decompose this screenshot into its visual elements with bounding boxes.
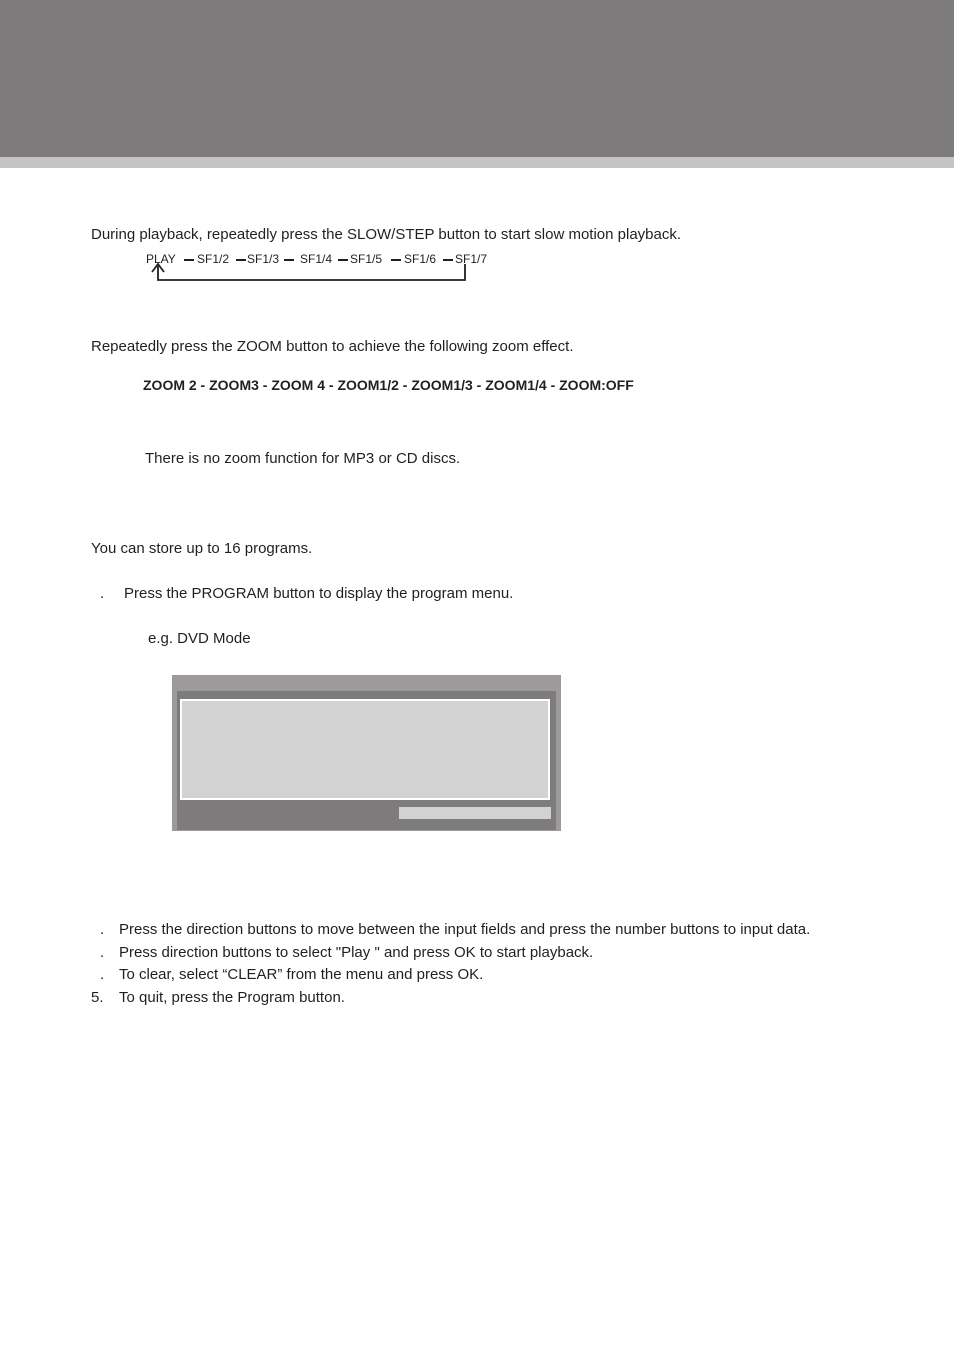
step-text: Press the direction buttons to move between the input fields and press the number buttons to input data. — [119, 921, 811, 938]
sequence-sf1-5: SF1/5 — [350, 252, 383, 266]
zoom-intro: Repeatedly press the ZOOM button to achieve the following zoom effect. — [91, 338, 574, 355]
step-marker: . — [100, 966, 105, 983]
zoom-sequence: ZOOM 2 - ZOOM3 - ZOOM 4 - ZOOM1/2 - ZOOM1/3 - ZOOM1/4 - ZOOM:OFF — [143, 377, 634, 393]
osd-field — [399, 807, 551, 819]
header-band — [0, 0, 954, 157]
step-marker: 5. — [91, 989, 104, 1006]
loop-arrow-icon — [140, 248, 480, 288]
step-text: To quit, press the Program button. — [119, 989, 345, 1006]
osd-panel — [180, 699, 550, 800]
sequence-sf1-6: SF1/6 — [404, 252, 437, 266]
header-stripe — [0, 157, 954, 168]
sequence-sf1-2: SF1/2 — [197, 252, 230, 266]
slow-motion-intro: During playback, repeatedly press the SLOW/STEP button to start slow motion playback. — [91, 226, 682, 243]
program-intro: You can store up to 16 programs. — [91, 540, 313, 557]
step-marker: . — [100, 944, 105, 961]
sequence-play: PLAY — [146, 252, 176, 266]
example-label: e.g. DVD Mode — [148, 630, 251, 647]
sequence-sf1-7: SF1/7 — [455, 252, 488, 266]
sequence-sf1-3: SF1/3 — [247, 252, 280, 266]
step-text: Press direction buttons to select "Play " and press OK to start playback. — [119, 944, 594, 961]
step1-text: Press the PROGRAM button to display the program menu. — [124, 585, 514, 602]
step-marker: . — [100, 921, 105, 938]
zoom-note: There is no zoom function for MP3 or CD discs. — [145, 450, 461, 467]
step-text: To clear, select “CLEAR” from the menu and press OK. — [119, 966, 484, 983]
step1-marker: . — [100, 585, 105, 602]
sequence-sf1-4: SF1/4 — [300, 252, 333, 266]
